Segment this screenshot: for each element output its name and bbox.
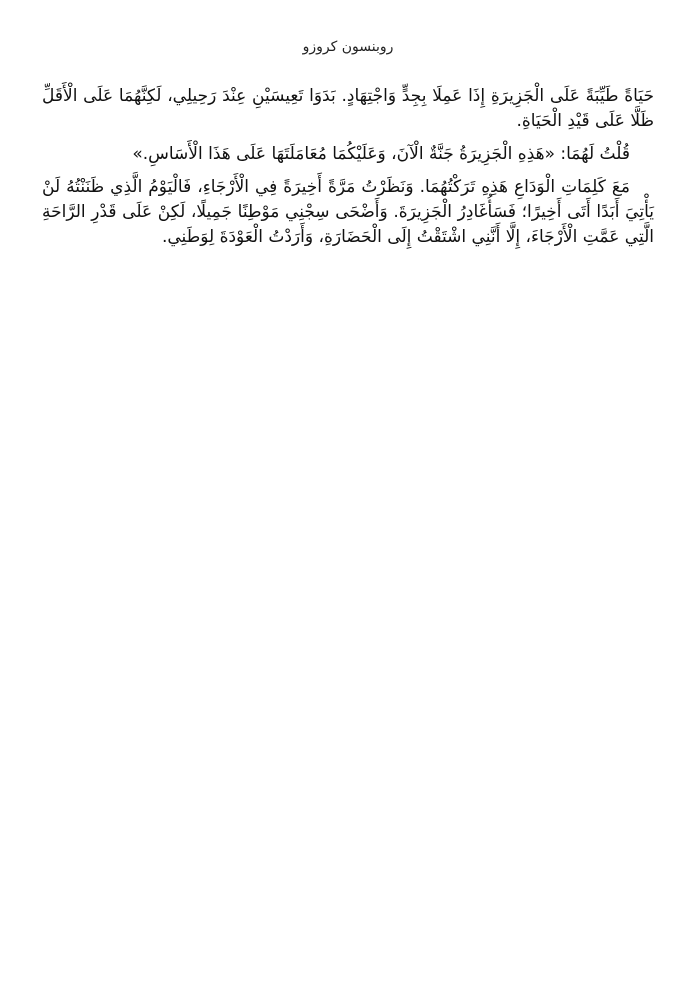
body-text [42, 84, 654, 258]
paragraph-3: مَعَ كَلِمَاتِ الْوَدَاعِ هَذِهِ تَرَكْتُهُمَا. وَنَظَرْتُ مَرَّةً أَخِيرَةً فِي الْأَرْجَاءِ، فَالْيَوْمُ الَّذِي ظَنَنْتُهُ لَنْ يَأْتِيَ أَبَدًا أَتَى أَخِيرًا؛ فَسَأُغَادِرُ الْجَزِيرَةَ. وَأَضْحَى سِجْنِي مَوْطِنًا جَمِيلًا، لَكِنْ عَلَى قَدْرِ الرَّاحَةِ الَّتِي عَمَّتِ الْأَرْجَاءَ، إِلَّا أَنَّنِي اشْتَقْتُ إِلَى الْحَضَارَةِ، وَأَرَدْتُ الْعَوْدَةَ لِوَطَنِي. [42, 177, 654, 247]
running-header-title: روبنسون كروزو [302, 39, 394, 55]
paragraph-1: حَيَاةً طَيِّبَةً عَلَى الْجَزِيرَةِ إِذَا عَمِلَا بِجِدٍّ وَاجْتِهَادٍ. بَدَوَا تَعِيسَيْنِ عِنْدَ رَحِيلِي، لَكِنَّهُمَا عَلَى الْأَقَلِّ ظَلَّا عَلَى قَيْدِ الْحَيَاةِ. [42, 86, 654, 131]
paragraph-2: قُلْتُ لَهُمَا: «هَذِهِ الْجَزِيرَةُ جَنَّةٌ الْآنَ، وَعَلَيْكُمَا مُعَامَلَتَهَا عَلَى هَذَا الْأَسَاسِ.» [132, 144, 630, 164]
